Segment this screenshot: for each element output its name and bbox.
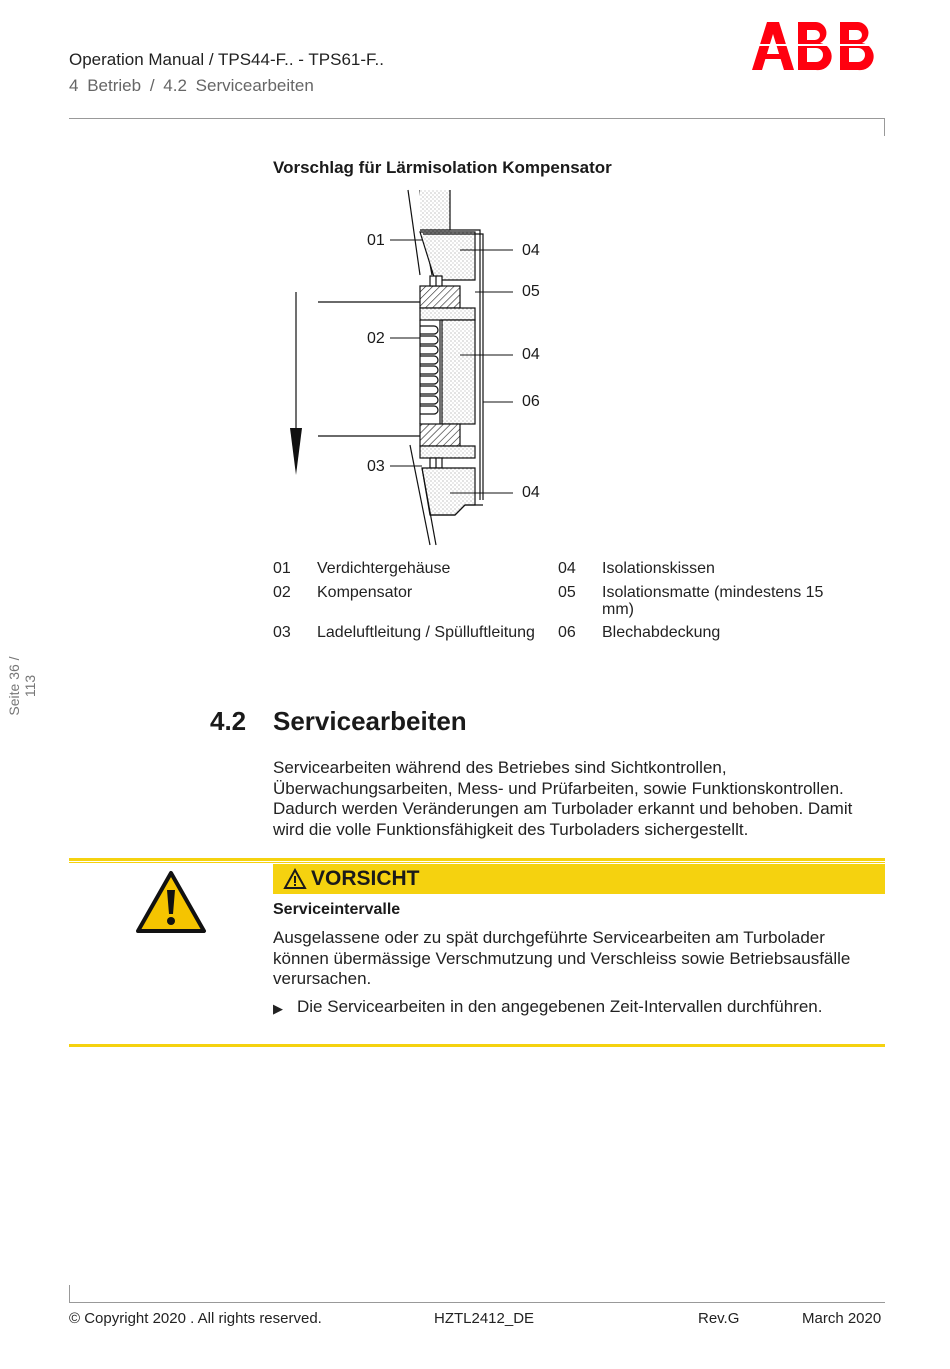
- header-rule-tick: [884, 118, 885, 136]
- legend-number: 06: [558, 624, 576, 641]
- legend-number: 02: [273, 584, 291, 601]
- legend-number: 05: [558, 584, 576, 601]
- callout-04-bottom: 04: [522, 484, 540, 501]
- chapter-name: Betrieb: [87, 76, 142, 95]
- legend-row: [273, 584, 885, 618]
- step-arrow-icon: ▶: [273, 1001, 283, 1016]
- section-number: 4.2: [163, 76, 187, 95]
- legend-text: Isolationsmatte (mindestens 15 mm): [602, 584, 824, 618]
- figure-legend: [273, 560, 885, 648]
- warning-text: Ausgelassene oder zu spät durchgeführte Servicearbeiten am Turbolader können übermässige Verschmutzung und Verschleiss sowie Betriebsausfälle verursachen.: [273, 928, 851, 988]
- section-title: Servicearbeiten: [273, 706, 467, 736]
- warning-bottom-rule: [69, 1044, 885, 1047]
- legend-row: [273, 624, 885, 642]
- footer-rule: [69, 1302, 885, 1303]
- warning-top-rule-thin: [69, 862, 885, 863]
- legend-text: Isolationskissen: [602, 560, 715, 577]
- section-name: Servicearbeiten: [195, 76, 314, 95]
- page-number-label: Seite 36 / 113: [6, 656, 38, 716]
- legend-text: Ladeluftleitung / Spülluftleitung: [317, 624, 535, 641]
- footer-rule-tick: [69, 1285, 70, 1303]
- warning-label-text: VORSICHT: [311, 867, 420, 890]
- warning-label: [283, 867, 420, 891]
- breadcrumb-separator: /: [149, 76, 155, 95]
- compensator-insulation-diagram: [270, 180, 570, 555]
- footer-date: March 2020: [802, 1310, 882, 1327]
- section-number-heading: 4.2: [210, 706, 247, 736]
- legend-row: [273, 560, 885, 578]
- legend-text: Blechabdeckung: [602, 624, 721, 641]
- callout-03: 03: [367, 458, 385, 475]
- chapter-number: 4: [69, 76, 79, 95]
- abb-logo: [750, 20, 886, 77]
- legend-number: 01: [273, 560, 291, 577]
- warning-triangle-icon: [135, 870, 207, 939]
- footer-copyright: © Copyright 2020 . All rights reserved.: [69, 1310, 322, 1327]
- footer-revision: Rev.G: [698, 1310, 740, 1327]
- callout-06: 06: [522, 393, 540, 410]
- callout-04-top: 04: [522, 242, 540, 259]
- breadcrumb: [69, 76, 318, 96]
- warning-small-icon: [283, 868, 307, 890]
- warning-subtitle: Serviceintervalle: [273, 901, 401, 918]
- footer-doc-id: HZTL2412_DE: [434, 1310, 535, 1327]
- document-title: Operation Manual / TPS44-F.. - TPS61-F..: [69, 50, 384, 69]
- figure-title: Vorschlag für Lärmisolation Kompensator: [273, 158, 612, 177]
- section-body-text: Servicearbeiten während des Betriebes sind Sichtkontrollen, Überwachungsarbeiten, Mess- und Prüfarbeiten, sowie Funktionskontrollen. Dadurch werden Veränderungen am Turbolader erkannt und behoben. Damit wird die volle Funktionsfähigkeit des Turboladers sichergestellt.: [273, 758, 853, 839]
- legend-number: 03: [273, 624, 291, 641]
- legend-text: Verdichtergehäuse: [317, 560, 451, 577]
- warning-action-step: [273, 997, 885, 1020]
- legend-text: Kompensator: [317, 584, 413, 601]
- callout-01: 01: [367, 232, 385, 249]
- header-rule: [69, 118, 885, 119]
- callout-02: 02: [367, 330, 385, 347]
- legend-number: 04: [558, 560, 576, 577]
- callout-04-middle: 04: [522, 346, 540, 363]
- warning-step-text: Die Servicearbeiten in den angegebenen Zeit-Intervallen durchführen.: [297, 997, 823, 1016]
- callout-05: 05: [522, 283, 540, 300]
- warning-top-rule: [69, 858, 885, 861]
